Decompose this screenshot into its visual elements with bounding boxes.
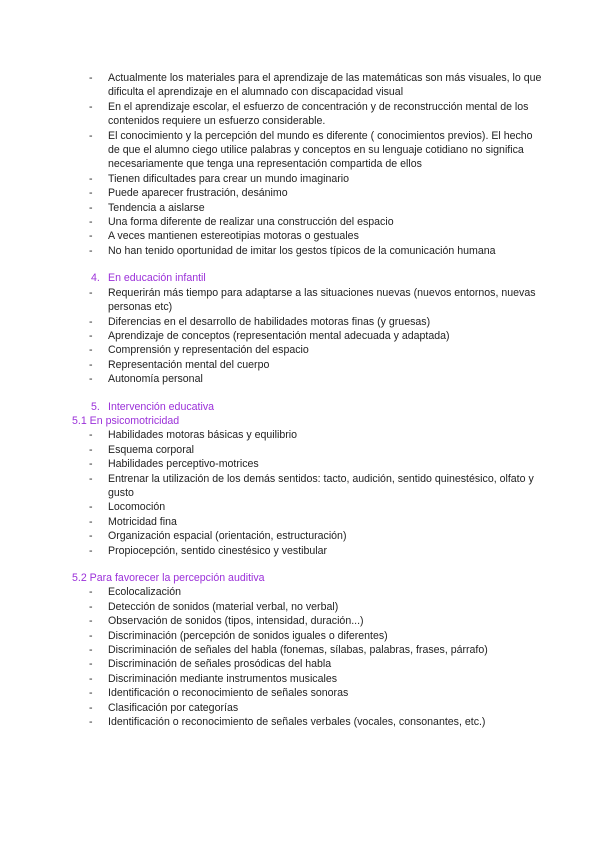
bullet-dash: - — [89, 244, 93, 257]
section-5-2-heading: 5.2 Para favorecer la percepción auditiva — [72, 572, 265, 584]
bullet-dash: - — [89, 443, 93, 456]
list-item — [72, 186, 542, 200]
list-item-text: Comprensión y representación del espacio — [108, 344, 309, 357]
list-item-text: Aprendizaje de conceptos (representación mental adecuada y adaptada) — [108, 329, 450, 342]
bullet-dash: - — [89, 129, 93, 142]
section-5-2-list — [72, 585, 542, 729]
list-item-text: Observación de sonidos (tipos, intensidad, duración...) — [108, 615, 364, 628]
list-item — [72, 585, 542, 599]
list-item — [72, 443, 542, 457]
list-item-text: Habilidades motoras básicas y equilibrio — [108, 429, 298, 442]
list-item — [72, 686, 542, 700]
section-5-1-heading: 5.1 En psicomotricidad — [72, 414, 180, 427]
list-item — [72, 457, 542, 471]
list-item — [72, 71, 542, 100]
list-item — [72, 472, 542, 501]
bullet-dash: - — [89, 201, 93, 214]
list-item — [72, 500, 542, 514]
bullet-dash: - — [89, 315, 93, 328]
bullet-dash: - — [89, 544, 93, 557]
list-item-text: Organización espacial (orientación, estructuración) — [108, 530, 347, 543]
list-item — [72, 244, 542, 258]
list-item-text: Motricidad fina — [108, 515, 177, 528]
list-item — [72, 358, 542, 372]
list-item-text: No han tenido oportunidad de imitar los gestos típicos de la comunicación humana — [108, 244, 496, 257]
list-item-text: Entrenar la utilización de los demás sentidos: tacto, audición, sentido quinestésico, olfato y gusto — [108, 472, 534, 499]
bullet-dash: - — [89, 358, 93, 371]
list-item — [72, 529, 542, 543]
bullet-dash: - — [89, 515, 93, 528]
list-item — [72, 600, 542, 614]
section-5-heading — [72, 400, 542, 414]
list-item — [72, 201, 542, 215]
bullet-dash: - — [89, 373, 93, 386]
section-5-1-list — [72, 428, 542, 558]
list-item — [72, 657, 542, 671]
section-4-number: 4. — [91, 272, 100, 285]
section-5-title: Intervención educativa — [108, 400, 215, 413]
bullet-dash: - — [89, 644, 93, 657]
bullet-dash: - — [89, 615, 93, 628]
list-item — [72, 129, 542, 172]
bullet-dash: - — [89, 100, 93, 113]
list-item-text: Representación mental del cuerpo — [108, 358, 270, 371]
list-item-text: Clasificación por categorías — [108, 701, 239, 714]
list-item — [72, 343, 542, 357]
bullet-dash: - — [89, 458, 93, 471]
bullet-dash: - — [89, 672, 93, 685]
bullet-dash: - — [89, 501, 93, 514]
list-item-text: Diferencias en el desarrollo de habilidades motoras finas (y gruesas) — [108, 315, 431, 328]
list-item-text: Requerirán más tiempo para adaptarse a las situaciones nuevas (nuevos entornos, nuevas personas etc) — [108, 286, 536, 314]
list-item-text: Puede aparecer frustración, desánimo — [108, 187, 288, 200]
list-item — [72, 315, 542, 329]
list-item-text: Autonomía personal — [108, 373, 203, 386]
list-item-text: A veces mantienen estereotipias motoras o gestuales — [108, 230, 359, 243]
list-item-text: Identificación o reconocimiento de señales verbales (vocales, consonantes, etc.) — [108, 716, 486, 729]
section-5-number: 5. — [91, 400, 100, 413]
bullet-dash: - — [89, 286, 93, 299]
list-item — [72, 643, 542, 657]
section-4-heading — [72, 271, 542, 285]
bullet-dash: - — [89, 586, 93, 599]
bullet-dash: - — [89, 344, 93, 357]
list-item — [72, 100, 542, 129]
list-item — [72, 515, 542, 529]
list-item-text: Tienen dificultades para crear un mundo imaginario — [108, 172, 350, 185]
intro-list — [72, 71, 542, 258]
list-item — [72, 715, 542, 729]
list-item-text: Esquema corporal — [108, 443, 194, 456]
list-item — [72, 544, 542, 558]
bullet-dash: - — [89, 629, 93, 642]
list-item-text: Discriminación de señales prosódicas del habla — [108, 658, 332, 671]
bullet-dash: - — [89, 329, 93, 342]
bullet-dash: - — [89, 187, 93, 200]
list-item-text: Actualmente los materiales para el aprendizaje de las matemáticas son más visuales, lo que dificulta el aprendizaje en el alumnado con discapacidad visual — [108, 72, 542, 99]
list-item-text: Tendencia a aislarse — [108, 201, 205, 214]
list-item — [72, 629, 542, 643]
list-item — [72, 428, 542, 442]
bullet-dash: - — [89, 687, 93, 700]
list-item — [72, 229, 542, 243]
list-item-text: Identificación o reconocimiento de señales sonoras — [108, 687, 349, 700]
list-item — [72, 286, 542, 315]
bullet-dash: - — [89, 600, 93, 613]
list-item-text: Propiocepción, sentido cinestésico y vestibular — [108, 544, 328, 557]
list-item-text: En el aprendizaje escolar, el esfuerzo de concentración y de reconstrucción mental de los contenidos requiere un esfuerzo considerable. — [108, 100, 529, 128]
bullet-dash: - — [89, 172, 93, 185]
list-item-text: Una forma diferente de realizar una construcción del espacio — [108, 216, 394, 229]
list-item-text: Discriminación mediante instrumentos musicales — [108, 672, 338, 685]
bullet-dash: - — [89, 716, 93, 729]
list-item — [72, 672, 542, 686]
list-item-text: El conocimiento y la percepción del mundo es diferente ( conocimientos previos). El hecho de que el alumno ciego utilice palabras y conceptos en su lenguaje cotidiano no significa necesariamente que tenga una representación compartida de ellos — [108, 129, 533, 171]
bullet-dash: - — [89, 216, 93, 229]
bullet-dash: - — [89, 429, 93, 442]
list-item-text: Discriminación de señales del habla (fonemas, sílabas, palabras, frases, párrafo) — [108, 644, 488, 657]
list-item — [72, 172, 542, 186]
bullet-dash: - — [89, 530, 93, 543]
list-item — [72, 215, 542, 229]
list-item-text: Locomoción — [108, 501, 166, 514]
bullet-dash: - — [89, 658, 93, 671]
bullet-dash: - — [89, 701, 93, 714]
bullet-dash: - — [89, 72, 93, 84]
list-item — [72, 372, 542, 386]
list-item-text: Ecolocalización — [108, 586, 182, 599]
list-item-text: Detección de sonidos (material verbal, no verbal) — [108, 600, 339, 613]
list-item-text: Discriminación (percepción de sonidos iguales o diferentes) — [108, 629, 388, 642]
section-4-list — [72, 286, 542, 387]
list-item — [72, 614, 542, 628]
document-content — [72, 71, 542, 729]
list-item — [72, 701, 542, 715]
bullet-dash: - — [89, 472, 93, 485]
list-item — [72, 329, 542, 343]
bullet-dash: - — [89, 230, 93, 243]
section-4-title: En educación infantil — [108, 272, 206, 285]
list-item-text: Habilidades perceptivo-motrices — [108, 458, 259, 471]
